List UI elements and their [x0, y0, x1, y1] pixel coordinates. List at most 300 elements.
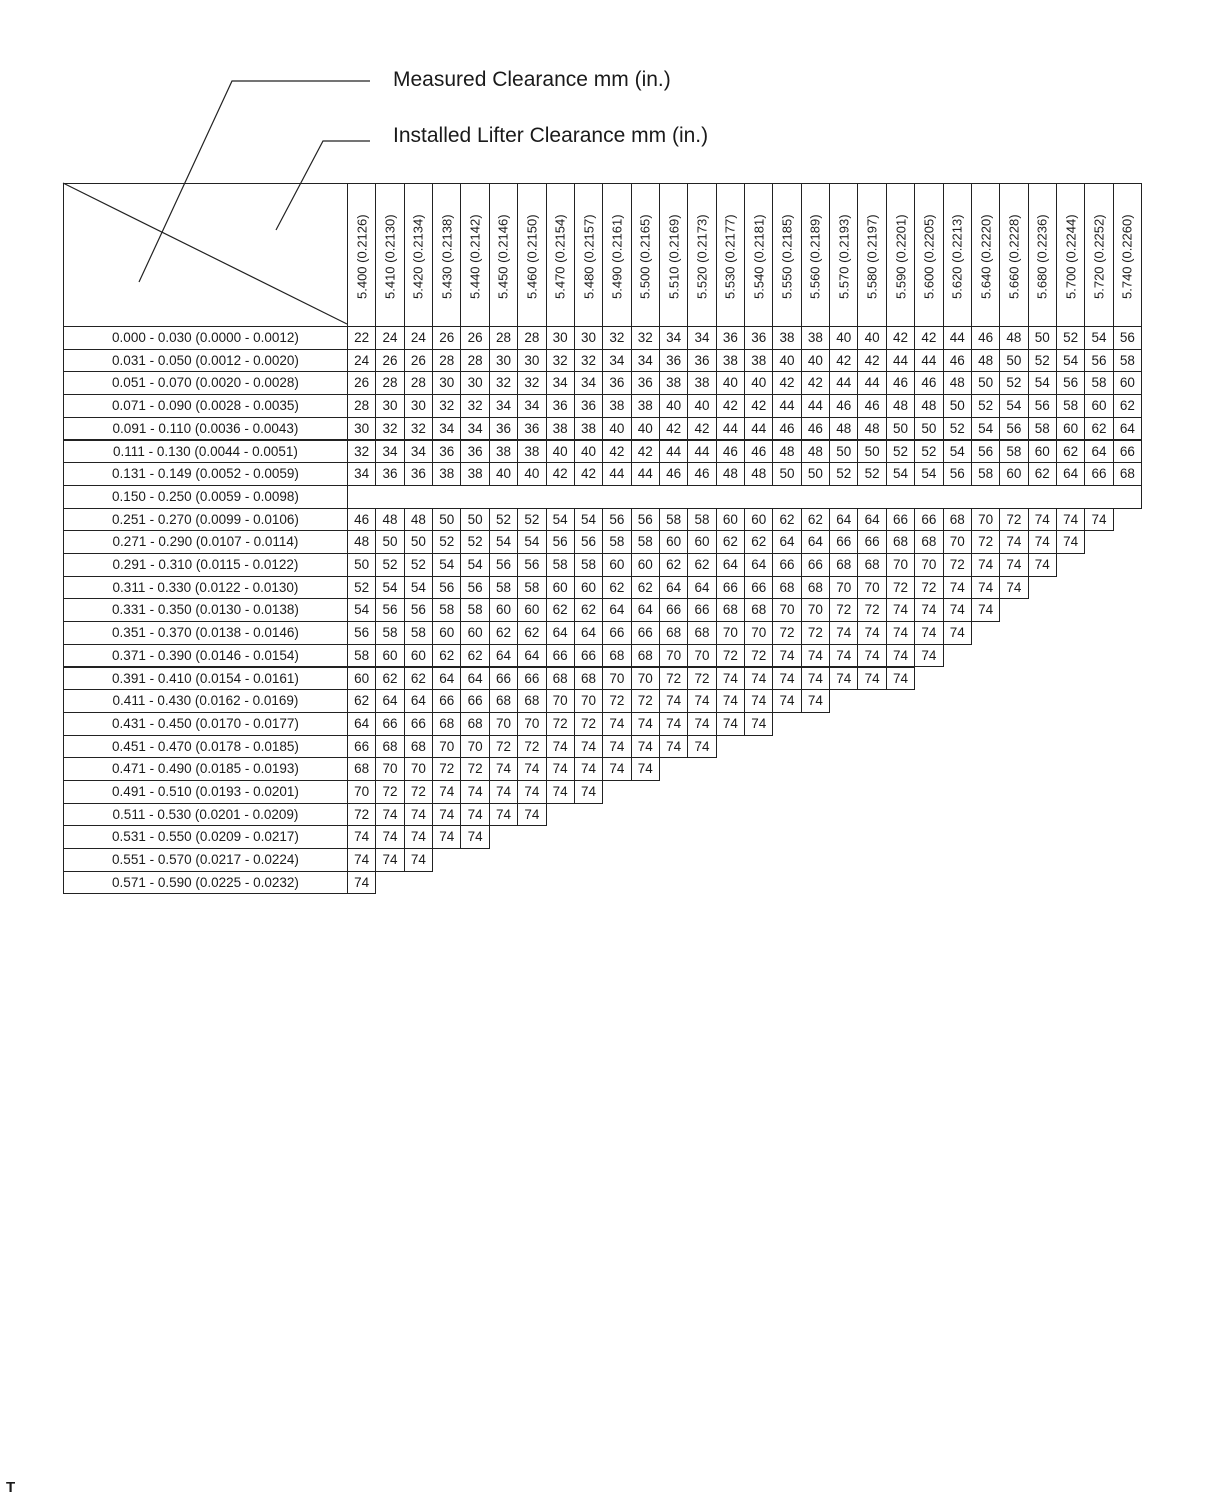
- value-cell: 40: [631, 417, 660, 441]
- value-cell: 64: [460, 667, 489, 691]
- row-header: 0.051 - 0.070 (0.0020 - 0.0028): [63, 371, 348, 395]
- value-cell: 34: [404, 440, 433, 464]
- value-cell: 62: [489, 621, 518, 645]
- row-header: 0.451 - 0.470 (0.0178 - 0.0185): [63, 735, 348, 759]
- value-cell: 70: [829, 576, 858, 600]
- value-cell: 62: [659, 553, 688, 577]
- value-cell: 74: [517, 780, 546, 804]
- value-cell: 54: [546, 508, 575, 532]
- column-header-label: 5.490 (0.2161): [609, 214, 625, 299]
- value-cell: 58: [574, 553, 603, 577]
- column-header-label: 5.590 (0.2201): [893, 214, 908, 299]
- value-cell: 46: [914, 371, 943, 395]
- column-header-label: 5.560 (0.2189): [807, 214, 823, 299]
- value-cell: 46: [659, 462, 688, 486]
- value-cell: 74: [772, 667, 801, 691]
- value-cell: 58: [659, 508, 688, 532]
- column-header: [1028, 183, 1057, 327]
- value-cell: 32: [375, 417, 404, 441]
- value-cell: 36: [631, 371, 660, 395]
- column-header: [1113, 183, 1142, 327]
- value-cell: 58: [687, 508, 716, 532]
- column-header: [886, 183, 915, 327]
- value-cell: 38: [602, 394, 631, 418]
- value-cell: 62: [574, 598, 603, 622]
- value-cell: 58: [375, 621, 404, 645]
- value-cell: 40: [659, 394, 688, 418]
- value-cell: 54: [1028, 371, 1057, 395]
- value-cell: 70: [347, 780, 376, 804]
- value-cell: 68: [829, 553, 858, 577]
- value-cell: 56: [602, 508, 631, 532]
- value-cell: 74: [829, 667, 858, 691]
- value-cell: 34: [546, 371, 575, 395]
- value-cell: 74: [432, 825, 461, 849]
- value-cell: 48: [801, 440, 830, 464]
- value-cell: 74: [489, 803, 518, 827]
- value-cell: 74: [886, 667, 915, 691]
- value-cell: 54: [375, 576, 404, 600]
- column-header-label: 5.520 (0.2173): [694, 214, 710, 299]
- value-cell: 68: [460, 712, 489, 736]
- value-cell: 60: [517, 598, 546, 622]
- value-cell: 30: [375, 394, 404, 418]
- value-cell: 70: [914, 553, 943, 577]
- value-cell: 68: [744, 598, 773, 622]
- value-cell: 74: [659, 689, 688, 713]
- value-cell: 42: [744, 394, 773, 418]
- value-cell: 72: [631, 689, 660, 713]
- value-cell: 68: [546, 667, 575, 691]
- measured-clearance-label: Measured Clearance mm (in.): [393, 68, 671, 91]
- value-cell: 40: [857, 326, 886, 350]
- value-cell: 56: [574, 530, 603, 554]
- value-cell: 74: [375, 848, 404, 872]
- column-header: [716, 183, 745, 327]
- value-cell: 72: [687, 667, 716, 691]
- value-cell: 54: [517, 530, 546, 554]
- value-cell: 54: [347, 598, 376, 622]
- value-cell: 52: [404, 553, 433, 577]
- value-cell: 50: [772, 462, 801, 486]
- value-cell: 66: [631, 621, 660, 645]
- value-cell: 36: [546, 394, 575, 418]
- value-cell: 38: [687, 371, 716, 395]
- value-cell: 58: [631, 530, 660, 554]
- value-cell: 66: [659, 598, 688, 622]
- value-cell: 64: [1056, 462, 1085, 486]
- value-cell: 74: [489, 757, 518, 781]
- value-cell: 60: [1028, 440, 1057, 464]
- value-cell: 74: [460, 780, 489, 804]
- value-cell: 44: [631, 462, 660, 486]
- value-cell: 72: [971, 530, 1000, 554]
- value-cell: 54: [914, 462, 943, 486]
- column-header-label: 5.620 (0.2213): [949, 214, 965, 299]
- column-header: [687, 183, 716, 327]
- value-cell: 60: [460, 621, 489, 645]
- column-header-label: 5.440 (0.2142): [467, 214, 483, 299]
- value-cell: 72: [999, 508, 1028, 532]
- value-cell: 40: [829, 326, 858, 350]
- empty-row-band: [347, 485, 1142, 509]
- value-cell: 50: [886, 417, 915, 441]
- value-cell: 64: [716, 553, 745, 577]
- value-cell: 26: [375, 349, 404, 373]
- value-cell: 58: [1113, 349, 1142, 373]
- value-cell: 60: [1084, 394, 1113, 418]
- value-cell: 32: [460, 394, 489, 418]
- value-cell: 64: [347, 712, 376, 736]
- value-cell: 38: [744, 349, 773, 373]
- value-cell: 58: [999, 440, 1028, 464]
- value-cell: 74: [886, 598, 915, 622]
- value-cell: 26: [432, 326, 461, 350]
- value-cell: 40: [687, 394, 716, 418]
- row-header: 0.391 - 0.410 (0.0154 - 0.0161): [63, 667, 348, 691]
- value-cell: 72: [857, 598, 886, 622]
- value-cell: 26: [460, 326, 489, 350]
- value-cell: 70: [772, 598, 801, 622]
- value-cell: 74: [914, 644, 943, 668]
- value-cell: 68: [517, 689, 546, 713]
- value-cell: 36: [432, 440, 461, 464]
- value-cell: 58: [546, 553, 575, 577]
- value-cell: 52: [999, 371, 1028, 395]
- value-cell: 42: [857, 349, 886, 373]
- value-cell: 44: [801, 394, 830, 418]
- value-cell: 54: [404, 576, 433, 600]
- value-cell: 50: [375, 530, 404, 554]
- value-cell: 34: [432, 417, 461, 441]
- value-cell: 64: [489, 644, 518, 668]
- value-cell: 74: [574, 757, 603, 781]
- column-header: [347, 183, 376, 327]
- value-cell: 64: [801, 530, 830, 554]
- value-cell: 42: [631, 440, 660, 464]
- value-cell: 40: [489, 462, 518, 486]
- row-header: 0.091 - 0.110 (0.0036 - 0.0043): [63, 417, 348, 441]
- value-cell: 74: [432, 780, 461, 804]
- column-header: [489, 183, 518, 327]
- value-cell: 32: [517, 371, 546, 395]
- value-cell: 54: [999, 394, 1028, 418]
- value-cell: 74: [943, 576, 972, 600]
- value-cell: 52: [971, 394, 1000, 418]
- value-cell: 34: [460, 417, 489, 441]
- value-cell: 74: [404, 803, 433, 827]
- value-cell: 64: [517, 644, 546, 668]
- value-cell: 66: [404, 712, 433, 736]
- column-header: [772, 183, 801, 327]
- value-cell: 66: [744, 576, 773, 600]
- value-cell: 46: [347, 508, 376, 532]
- value-cell: 74: [375, 825, 404, 849]
- row-header: 0.271 - 0.290 (0.0107 - 0.0114): [63, 530, 348, 554]
- value-cell: 74: [404, 825, 433, 849]
- value-cell: 54: [886, 462, 915, 486]
- value-cell: 40: [744, 371, 773, 395]
- value-cell: 54: [574, 508, 603, 532]
- value-cell: 72: [375, 780, 404, 804]
- value-cell: 68: [857, 553, 886, 577]
- value-cell: 48: [914, 394, 943, 418]
- value-cell: 60: [546, 576, 575, 600]
- value-cell: 38: [716, 349, 745, 373]
- value-cell: 52: [943, 417, 972, 441]
- value-cell: 62: [1028, 462, 1057, 486]
- value-cell: 74: [659, 712, 688, 736]
- value-cell: 38: [631, 394, 660, 418]
- value-cell: 68: [772, 576, 801, 600]
- value-cell: 28: [404, 371, 433, 395]
- value-cell: 36: [659, 349, 688, 373]
- column-header-label: 5.600 (0.2205): [921, 214, 937, 299]
- value-cell: 60: [659, 530, 688, 554]
- value-cell: 74: [517, 803, 546, 827]
- value-cell: 52: [489, 508, 518, 532]
- value-cell: 44: [687, 440, 716, 464]
- value-cell: 74: [546, 735, 575, 759]
- value-cell: 74: [801, 667, 830, 691]
- value-cell: 48: [857, 417, 886, 441]
- value-cell: 64: [829, 508, 858, 532]
- value-cell: 74: [886, 644, 915, 668]
- value-cell: 46: [801, 417, 830, 441]
- value-cell: 68: [602, 644, 631, 668]
- value-cell: 62: [744, 530, 773, 554]
- value-cell: 42: [801, 371, 830, 395]
- value-cell: 62: [687, 553, 716, 577]
- column-header-label: 5.540 (0.2181): [751, 214, 767, 299]
- column-header: [943, 183, 972, 327]
- value-cell: 56: [404, 598, 433, 622]
- value-cell: 70: [489, 712, 518, 736]
- value-cell: 62: [460, 644, 489, 668]
- value-cell: 72: [489, 735, 518, 759]
- value-cell: 38: [517, 440, 546, 464]
- value-cell: 74: [687, 689, 716, 713]
- value-cell: 36: [716, 326, 745, 350]
- column-header: [546, 183, 575, 327]
- value-cell: 68: [1113, 462, 1142, 486]
- value-cell: 60: [602, 553, 631, 577]
- value-cell: 54: [460, 553, 489, 577]
- value-cell: 74: [404, 848, 433, 872]
- value-cell: 56: [517, 553, 546, 577]
- value-cell: 66: [375, 712, 404, 736]
- value-cell: 44: [772, 394, 801, 418]
- column-header-label: 5.720 (0.2252): [1091, 214, 1107, 299]
- value-cell: 32: [602, 326, 631, 350]
- value-cell: 44: [943, 326, 972, 350]
- value-cell: 60: [574, 576, 603, 600]
- value-cell: 62: [517, 621, 546, 645]
- value-cell: 42: [574, 462, 603, 486]
- value-cell: 64: [432, 667, 461, 691]
- row-header: 0.031 - 0.050 (0.0012 - 0.0020): [63, 349, 348, 373]
- value-cell: 28: [460, 349, 489, 373]
- value-cell: 72: [659, 667, 688, 691]
- value-cell: 60: [999, 462, 1028, 486]
- column-header: [971, 183, 1000, 327]
- value-cell: 74: [999, 530, 1028, 554]
- value-cell: 52: [347, 576, 376, 600]
- column-header-label: 5.450 (0.2146): [495, 214, 511, 299]
- value-cell: 70: [546, 689, 575, 713]
- value-cell: 58: [1056, 394, 1085, 418]
- value-cell: 60: [631, 553, 660, 577]
- value-cell: 74: [971, 553, 1000, 577]
- value-cell: 38: [574, 417, 603, 441]
- value-cell: 74: [999, 553, 1028, 577]
- value-cell: 48: [999, 326, 1028, 350]
- value-cell: 74: [772, 644, 801, 668]
- value-cell: 74: [602, 757, 631, 781]
- value-cell: 74: [829, 621, 858, 645]
- value-cell: 74: [517, 757, 546, 781]
- value-cell: 66: [1084, 462, 1113, 486]
- value-cell: 62: [1113, 394, 1142, 418]
- value-cell: 36: [460, 440, 489, 464]
- value-cell: 34: [489, 394, 518, 418]
- value-cell: 64: [574, 621, 603, 645]
- value-cell: 68: [489, 689, 518, 713]
- column-header: [659, 183, 688, 327]
- value-cell: 28: [347, 394, 376, 418]
- value-cell: 68: [432, 712, 461, 736]
- value-cell: 60: [716, 508, 745, 532]
- column-header-label: 5.740 (0.2260): [1119, 214, 1135, 299]
- value-cell: 70: [432, 735, 461, 759]
- value-cell: 56: [375, 598, 404, 622]
- value-cell: 66: [716, 576, 745, 600]
- value-cell: 30: [347, 417, 376, 441]
- value-cell: 30: [489, 349, 518, 373]
- value-cell: 56: [432, 576, 461, 600]
- value-cell: 42: [914, 326, 943, 350]
- row-header: 0.471 - 0.490 (0.0185 - 0.0193): [63, 757, 348, 781]
- value-cell: 52: [460, 530, 489, 554]
- value-cell: 58: [347, 644, 376, 668]
- value-cell: 40: [801, 349, 830, 373]
- value-cell: 74: [857, 644, 886, 668]
- value-cell: 28: [489, 326, 518, 350]
- column-header: [744, 183, 773, 327]
- value-cell: 28: [375, 371, 404, 395]
- value-cell: 62: [602, 576, 631, 600]
- value-cell: 30: [546, 326, 575, 350]
- value-cell: 40: [772, 349, 801, 373]
- value-cell: 50: [857, 440, 886, 464]
- value-cell: 72: [886, 576, 915, 600]
- value-cell: 68: [914, 530, 943, 554]
- value-cell: 44: [829, 371, 858, 395]
- value-cell: 72: [801, 621, 830, 645]
- value-cell: 74: [914, 621, 943, 645]
- value-cell: 64: [744, 553, 773, 577]
- value-cell: 52: [857, 462, 886, 486]
- installed-lifter-clearance-label: Installed Lifter Clearance mm (in.): [393, 124, 709, 147]
- value-cell: 50: [801, 462, 830, 486]
- row-header: 0.531 - 0.550 (0.0209 - 0.0217): [63, 825, 348, 849]
- row-header: 0.311 - 0.330 (0.0122 - 0.0130): [63, 576, 348, 600]
- value-cell: 24: [375, 326, 404, 350]
- value-cell: 74: [347, 848, 376, 872]
- value-cell: 74: [943, 621, 972, 645]
- value-cell: 74: [347, 825, 376, 849]
- value-cell: 62: [631, 576, 660, 600]
- value-cell: 66: [772, 553, 801, 577]
- value-cell: 70: [801, 598, 830, 622]
- value-cell: 74: [631, 712, 660, 736]
- value-cell: 32: [432, 394, 461, 418]
- column-header: [517, 183, 546, 327]
- value-cell: 26: [347, 371, 376, 395]
- value-cell: 74: [744, 712, 773, 736]
- value-cell: 48: [886, 394, 915, 418]
- value-cell: 38: [659, 371, 688, 395]
- value-cell: 68: [801, 576, 830, 600]
- value-cell: 36: [744, 326, 773, 350]
- value-cell: 72: [744, 644, 773, 668]
- value-cell: 54: [489, 530, 518, 554]
- value-cell: 32: [404, 417, 433, 441]
- value-cell: 60: [744, 508, 773, 532]
- value-cell: 38: [489, 440, 518, 464]
- value-cell: 56: [1113, 326, 1142, 350]
- column-header: [574, 183, 603, 327]
- value-cell: 38: [772, 326, 801, 350]
- value-cell: 74: [460, 803, 489, 827]
- value-cell: 34: [375, 440, 404, 464]
- value-cell: 36: [687, 349, 716, 373]
- value-cell: 48: [375, 508, 404, 532]
- row-header: 0.111 - 0.130 (0.0044 - 0.0051): [63, 440, 348, 464]
- column-header: [631, 183, 660, 327]
- value-cell: 46: [687, 462, 716, 486]
- value-cell: 40: [716, 371, 745, 395]
- value-cell: 56: [546, 530, 575, 554]
- value-cell: 68: [574, 667, 603, 691]
- row-header: 0.411 - 0.430 (0.0162 - 0.0169): [63, 689, 348, 713]
- value-cell: 60: [1056, 417, 1085, 441]
- value-cell: 74: [886, 621, 915, 645]
- value-cell: 62: [716, 530, 745, 554]
- value-cell: 72: [546, 712, 575, 736]
- value-cell: 50: [971, 371, 1000, 395]
- value-cell: 66: [517, 667, 546, 691]
- value-cell: 32: [489, 371, 518, 395]
- value-cell: 50: [460, 508, 489, 532]
- column-header: [404, 183, 433, 327]
- value-cell: 54: [1084, 326, 1113, 350]
- value-cell: 64: [546, 621, 575, 645]
- value-cell: 62: [1056, 440, 1085, 464]
- value-cell: 36: [517, 417, 546, 441]
- value-cell: 74: [574, 780, 603, 804]
- value-cell: 60: [375, 644, 404, 668]
- value-cell: 74: [971, 576, 1000, 600]
- value-cell: 74: [489, 780, 518, 804]
- value-cell: 74: [857, 621, 886, 645]
- value-cell: 72: [347, 803, 376, 827]
- value-cell: 32: [546, 349, 575, 373]
- value-cell: 72: [914, 576, 943, 600]
- column-header-label: 5.550 (0.2185): [779, 214, 795, 299]
- value-cell: 68: [347, 757, 376, 781]
- value-cell: 44: [857, 371, 886, 395]
